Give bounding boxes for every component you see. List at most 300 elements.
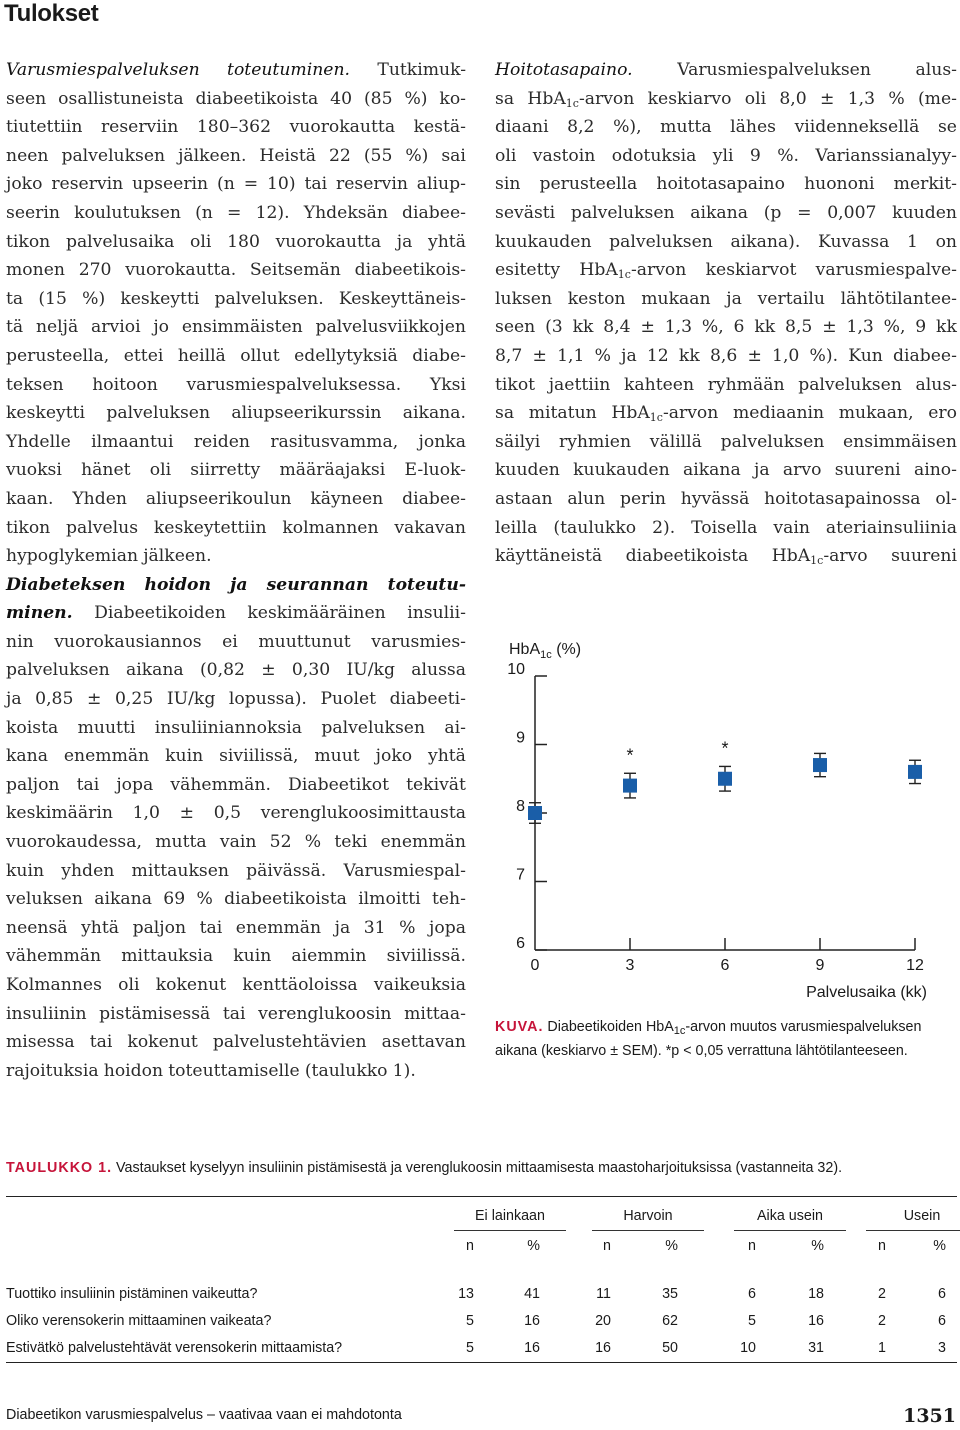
word: hoidon	[103, 1060, 164, 1081]
text-line	[6, 542, 466, 571]
word: ±	[747, 345, 762, 366]
table-bottom-rule	[6, 1362, 957, 1363]
word: siirretty	[190, 460, 261, 481]
word: 180–362	[196, 117, 272, 138]
word: vuorokautta.	[125, 260, 237, 281]
word: jälkeen.	[143, 546, 212, 567]
word: hoitoon	[92, 374, 158, 395]
word: ryhmien	[558, 431, 632, 452]
word: arvo	[782, 460, 822, 481]
word: mediaanin	[732, 403, 825, 424]
text-line	[6, 571, 466, 600]
word: palveluksen	[6, 660, 110, 681]
word: =	[243, 174, 259, 195]
word: keskeytti	[6, 403, 86, 424]
word: ateriainsuliinia	[825, 517, 957, 538]
word: vertailu	[757, 288, 825, 309]
table-cell: 3	[938, 1340, 946, 1356]
table-cell: 6	[938, 1286, 946, 1302]
text-line	[495, 228, 957, 257]
word: ero	[928, 403, 957, 424]
word: vuoksi	[6, 460, 62, 481]
table-group-header	[866, 1208, 960, 1231]
word: yhtä	[428, 231, 466, 252]
word: ensimmäisen	[843, 431, 957, 452]
word: Tutkimuk-	[377, 60, 466, 80]
word: huononi	[804, 174, 875, 195]
word: aikana	[682, 460, 741, 481]
y-tick-label: 7	[516, 866, 525, 884]
word: enemmän	[380, 832, 466, 853]
word: yhden	[61, 860, 115, 881]
word: yhtä	[81, 917, 120, 938]
word: palveluksen.	[214, 288, 324, 309]
text-line	[6, 285, 466, 314]
table-cell: 10	[740, 1340, 756, 1356]
table-cell: 6	[748, 1286, 756, 1302]
table-cell: 16	[524, 1340, 540, 1356]
word: ai-	[444, 717, 466, 738]
word: mutta	[660, 117, 712, 138]
table-cell: 5	[466, 1340, 474, 1356]
word: muuttunut	[258, 631, 351, 652]
text-line	[495, 342, 957, 371]
text-line	[6, 1057, 466, 1086]
word: jaettiin	[548, 374, 611, 395]
word: (15	[38, 288, 67, 309]
word: sa	[495, 88, 515, 109]
word: ±	[261, 660, 276, 681]
word: palveluksen	[61, 145, 166, 166]
word: toteutuminen.	[227, 60, 350, 80]
word: ±	[822, 317, 837, 338]
text-line	[6, 514, 466, 543]
table-caption	[6, 1160, 842, 1176]
word: ollut	[240, 345, 280, 366]
running-footer: Diabeetikon varusmiespalvelus – vaativaa vaan ei mahdotonta	[6, 1407, 402, 1423]
word: hoitotasapaino	[656, 174, 785, 195]
text-line	[6, 656, 466, 685]
word: 1	[907, 231, 918, 252]
word: 6	[733, 317, 745, 338]
y-tick-label: 9	[516, 729, 525, 747]
word: E-luok-	[404, 460, 466, 481]
word: säilyi	[495, 431, 541, 452]
table-cell: 13	[458, 1286, 474, 1302]
word: 12	[646, 345, 669, 366]
table-sub-pct: %	[933, 1238, 946, 1254]
word: Kuvassa	[817, 231, 890, 252]
text-line	[6, 742, 466, 771]
word: IU/kg	[166, 689, 216, 710]
figure-caption	[495, 1016, 957, 1063]
subscript: 1c	[617, 268, 631, 282]
word: hoidon	[144, 574, 211, 595]
word: kuin	[6, 860, 45, 881]
word: reservin	[336, 174, 408, 195]
word: oli	[495, 145, 517, 166]
word: 1,0	[772, 345, 800, 366]
text-line	[6, 456, 466, 485]
word: diabee-	[402, 488, 466, 509]
word: ilmoitti	[358, 889, 421, 910]
word: heillä	[177, 345, 226, 366]
word: neensä	[6, 917, 68, 938]
word: kokenut	[127, 1032, 198, 1053]
word: Keskeyttäneis-	[338, 288, 466, 309]
word: ja	[334, 917, 351, 938]
data-point	[908, 765, 922, 779]
text-line	[495, 485, 957, 514]
table-sub-n: n	[603, 1238, 611, 1254]
table-cell: 35	[662, 1286, 678, 1302]
data-point	[813, 758, 827, 772]
data-point	[718, 772, 732, 786]
word: varusmiespalve-	[815, 260, 957, 281]
text-line	[6, 914, 466, 943]
word: Seitsemän	[249, 260, 341, 281]
table-cell: 6	[938, 1313, 946, 1329]
word: jopa	[429, 917, 466, 938]
figure-caption-text-a: Diabeetikoiden HbA	[543, 1019, 674, 1035]
left-text-column	[6, 56, 466, 1085]
text-line	[495, 85, 957, 114]
word: 8,6	[709, 345, 738, 366]
word: ±	[640, 317, 655, 338]
word: palveluksen	[570, 202, 675, 223]
word: rasitusvamma,	[270, 431, 399, 452]
word: käyttäneistä	[495, 546, 603, 567]
word: Kun	[848, 345, 883, 366]
text-line	[6, 971, 466, 1000]
word: neen	[6, 145, 49, 166]
word: kenttäoloissa	[242, 975, 358, 995]
word: (55	[363, 145, 393, 166]
word: %	[304, 832, 322, 853]
word: palveluksen	[106, 403, 211, 424]
word: tai	[304, 174, 328, 195]
right-text-column	[495, 56, 957, 571]
text-line	[6, 313, 466, 342]
word: 270	[78, 260, 112, 281]
word: aino-	[913, 460, 957, 481]
word: aliup-	[416, 174, 466, 195]
word: palvelusaika	[65, 231, 175, 252]
word: diabeetikoista	[224, 889, 347, 910]
word: diabeeti-	[389, 689, 466, 710]
y-tick-label: 6	[516, 935, 525, 952]
y-axis-label: HbA$_{1c}$ (%)	[509, 641, 582, 661]
word: oli	[744, 88, 767, 109]
table-cell: 2	[878, 1313, 886, 1329]
word: tikon	[6, 517, 51, 538]
word: Puolet	[320, 689, 377, 710]
text-line	[6, 942, 466, 971]
word: seurannan	[266, 574, 369, 595]
word: palvelus	[66, 517, 139, 538]
word: Yhden	[72, 488, 127, 509]
word: kuin	[165, 746, 204, 767]
word: vuorokausiannos	[54, 631, 202, 652]
word: enemmän	[63, 746, 150, 767]
word: diabeetikoista	[625, 546, 749, 567]
word: välillä	[649, 431, 702, 452]
table-sub-n: n	[878, 1238, 886, 1254]
word: aikana	[94, 889, 152, 910]
word: asettavan	[381, 1032, 466, 1053]
word: 0,5	[213, 803, 242, 824]
word: aikana	[690, 202, 748, 223]
significance-marker: *	[721, 738, 729, 759]
text-line	[495, 256, 957, 285]
table-sub-n: n	[466, 1238, 474, 1254]
word: ta	[6, 288, 24, 309]
x-tick-label: 12	[906, 957, 924, 974]
word: ja	[230, 574, 248, 595]
word: monen	[6, 260, 65, 281]
word: palveluksen	[720, 431, 825, 452]
word: Hoitotasapaino.	[495, 60, 633, 80]
word: perusteella,	[6, 345, 110, 366]
word: neljä	[35, 317, 79, 338]
word: kestä-	[413, 117, 466, 138]
word: hypoglykemian	[6, 546, 139, 567]
significance-marker: *	[626, 745, 634, 766]
word: sin	[495, 174, 521, 195]
word: palveluksen	[321, 717, 426, 738]
word: mutta	[155, 832, 207, 853]
word: %)	[82, 288, 106, 309]
word: Varusmiespalveluksen	[6, 60, 200, 80]
text-line	[6, 628, 466, 657]
word: 0,007	[827, 202, 877, 223]
hba1c-chart	[495, 628, 957, 1008]
word: IU/kg	[346, 660, 395, 681]
word: teh-	[431, 889, 466, 910]
word: (0,82	[199, 660, 245, 681]
word: teki	[334, 832, 368, 853]
word: Yksi	[429, 374, 466, 395]
x-tick-label: 0	[530, 957, 540, 974]
word: ±	[87, 689, 102, 710]
word: 0,25	[115, 689, 154, 710]
word: %)	[404, 88, 428, 109]
word: jälkeen.	[178, 145, 247, 166]
word: keskeytettiin	[153, 517, 267, 538]
table-row-question: Estivätkö palvelustehtävät verensokerin mittaamista?	[6, 1340, 343, 1356]
table-group-label: Ei lainkaan	[454, 1208, 566, 1231]
word: Diabeetikot	[288, 774, 389, 795]
word: minen.	[6, 603, 73, 624]
text-line	[495, 113, 957, 142]
word: keskiarvot	[705, 260, 797, 281]
word: määräajaksi	[279, 460, 386, 481]
word: ko-	[439, 88, 466, 109]
word: seen	[6, 88, 47, 109]
word: sevästi	[495, 202, 556, 223]
word: oli	[190, 231, 212, 252]
word: tikot	[495, 374, 536, 395]
word: ol-	[935, 488, 957, 509]
text-line	[495, 428, 957, 457]
word: koulutuksen	[74, 202, 181, 223]
word: vuorokautta	[289, 117, 396, 138]
word: kuin	[233, 946, 272, 967]
word: diabee-	[402, 202, 466, 223]
word: 1).	[392, 1060, 416, 1081]
table-cell: 16	[808, 1313, 824, 1329]
word: teksen	[6, 374, 64, 395]
word: tä	[6, 317, 24, 338]
word: (taulukko	[553, 517, 637, 538]
word: joko	[375, 746, 413, 767]
text-line	[6, 857, 466, 886]
word: toteutu-	[387, 574, 466, 595]
text-line	[6, 342, 466, 371]
table-sub-pct: %	[527, 1238, 540, 1254]
word: 22	[328, 145, 351, 166]
word: keston	[567, 288, 626, 309]
word: muut	[314, 746, 360, 767]
word: vain	[219, 832, 257, 853]
hba1c-figure	[495, 628, 957, 1008]
word: aikana.	[402, 403, 466, 424]
word: %)	[405, 145, 429, 166]
word: =	[227, 202, 242, 223]
word: on	[935, 231, 957, 252]
word: ensimmäisten	[181, 317, 303, 338]
word: yhtä	[428, 746, 466, 767]
word: esitetty	[495, 260, 561, 281]
table-group-label: Usein	[866, 1208, 960, 1231]
subscript: 1c	[649, 411, 663, 425]
word: =	[797, 202, 812, 223]
word: vakavan	[394, 517, 466, 538]
word: 8,2	[567, 117, 595, 138]
table-cell: 20	[595, 1313, 611, 1329]
word: kahteen	[623, 374, 695, 395]
word: verenglukoosimittausta	[260, 803, 466, 824]
word: veluksen	[6, 889, 83, 910]
word: suureni	[834, 460, 901, 481]
table-label: TAULUKKO 1.	[6, 1160, 113, 1176]
text-line	[495, 142, 957, 171]
text-line	[6, 199, 466, 228]
word: 1,3	[847, 88, 876, 109]
text-line	[495, 456, 957, 485]
word: ja	[726, 288, 742, 309]
word: 1,3	[664, 317, 693, 338]
table-cell: 62	[662, 1313, 678, 1329]
word: HbA$_{1c}$-arvon	[527, 88, 635, 110]
word: %,	[701, 317, 724, 338]
text-line	[495, 56, 957, 85]
word: merkit-	[893, 174, 957, 195]
word: (taulukko	[304, 1060, 388, 1081]
word: varusmies-	[371, 631, 466, 652]
text-line	[6, 142, 466, 171]
word: seerin	[6, 202, 60, 223]
word: keskimääräinen	[247, 603, 386, 624]
word: 10)	[267, 174, 296, 195]
word: ja	[396, 231, 413, 252]
word: aikana	[125, 660, 184, 681]
word: Diabeteksen	[6, 574, 126, 595]
word: oli	[149, 460, 172, 481]
figure-caption-sub: 1c	[673, 1025, 686, 1037]
word: edellytyksiä	[294, 345, 398, 366]
word: hyvässä	[680, 488, 750, 509]
word: mittaa-	[404, 1003, 466, 1024]
text-line	[495, 285, 957, 314]
word: Yhdelle	[6, 431, 71, 452]
y-tick-label: 10	[507, 661, 525, 678]
word: kana	[6, 746, 48, 767]
word: 8,5	[785, 317, 813, 338]
word: 180	[227, 231, 260, 252]
word: vähemmän	[6, 946, 102, 967]
text-line	[6, 485, 466, 514]
word: diabeetikois-	[354, 260, 466, 281]
text-line	[6, 399, 466, 428]
table-cell: 5	[466, 1313, 474, 1329]
word: alun	[567, 488, 606, 509]
table-group-label: Harvoin	[592, 1208, 704, 1231]
text-line	[495, 399, 957, 428]
word: koista	[6, 717, 59, 738]
word: päivässä.	[246, 860, 327, 881]
subscript: 1c	[565, 96, 579, 110]
word: alus-	[915, 374, 957, 395]
word: HbA$_{1c}$-arvon	[611, 403, 719, 425]
x-tick-label: 9	[815, 957, 825, 974]
word: tekivät	[406, 774, 466, 795]
word: palveluksen	[798, 374, 902, 395]
word: ±	[532, 345, 547, 366]
word: perusteella	[539, 174, 638, 195]
word: jonka	[418, 431, 466, 452]
word: (p	[763, 202, 782, 223]
word: aliupseerikurssin	[231, 403, 382, 424]
word: vastoin	[532, 145, 596, 166]
word: %).	[809, 345, 839, 366]
table-row-question: Oliko verensokerin mittaaminen vaikeata?	[6, 1313, 272, 1329]
word: %.	[777, 145, 800, 166]
text-line	[6, 170, 466, 199]
word: 2).	[652, 517, 676, 538]
y-tick-label: 8	[516, 798, 525, 815]
word: mittauksia	[121, 946, 214, 967]
word: %	[196, 889, 213, 910]
text-line	[495, 313, 957, 342]
word: kuuden	[892, 202, 957, 223]
table-row-question: Tuottiko insuliinin pistäminen vaikeutta?	[6, 1286, 258, 1302]
word: insuliinin	[6, 1003, 87, 1024]
word: seen	[495, 317, 536, 338]
text-line	[6, 56, 466, 85]
word: luksen	[495, 288, 553, 309]
word: viidenneksellä	[794, 117, 920, 138]
word: aikana).	[730, 231, 801, 252]
word: joko	[6, 174, 43, 195]
table-sub-pct: %	[811, 1238, 824, 1254]
table-group-header	[454, 1208, 566, 1231]
word: insulii-	[407, 603, 466, 624]
word: HbA$_{1c}$-arvo	[771, 546, 868, 568]
word: 8,7	[495, 345, 523, 366]
word: palveluksen	[609, 231, 713, 252]
x-axis-label: Palvelusaika (kk)	[806, 984, 927, 1001]
